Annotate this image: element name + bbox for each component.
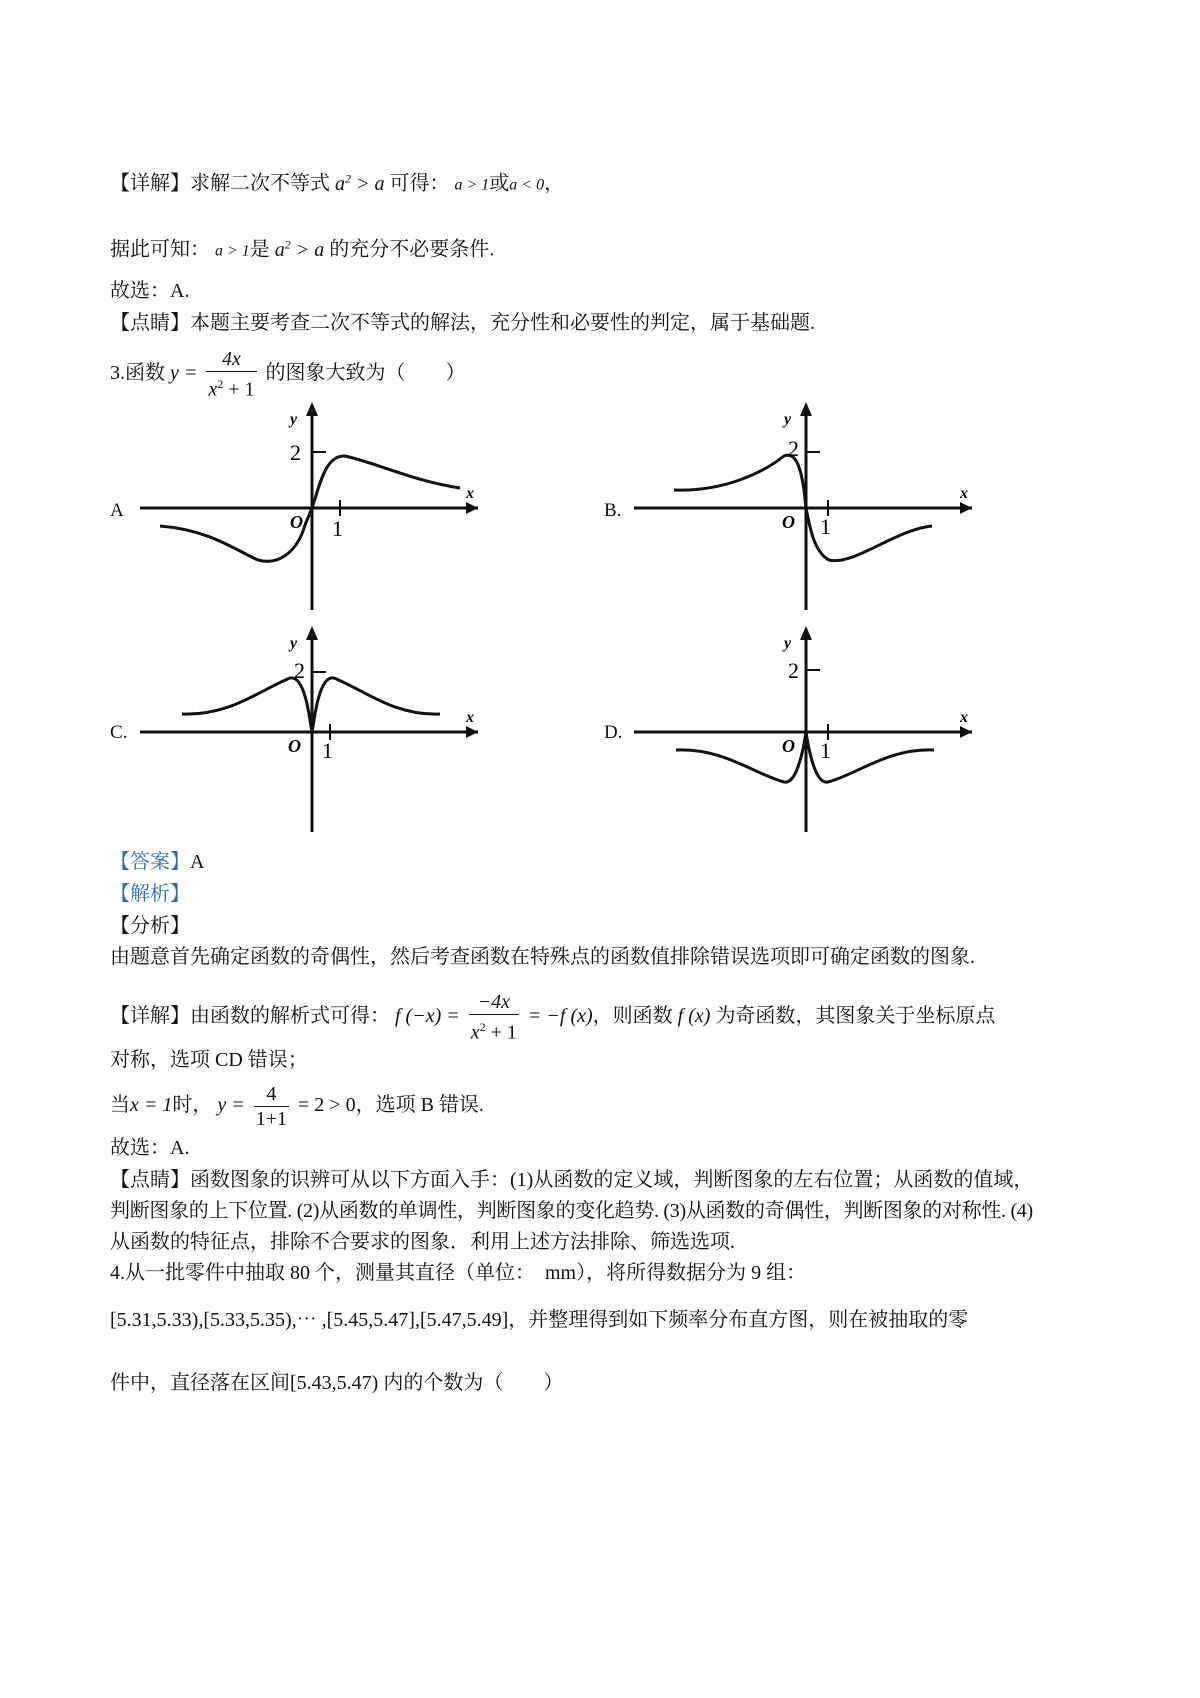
- q3-comment-2: 判断图象的上下位置. (2)从函数的单调性，判断图象的变化趋势. (3)从函数的奇偶性，判断图象的对称性. (4): [110, 1200, 1033, 1222]
- q3-detail-line: [110, 990, 995, 1045]
- odd-frac-den: $x^2 + 1$: [470, 1020, 517, 1044]
- x-tick-label: 1: [820, 738, 831, 763]
- x-axis-label: x: [466, 485, 474, 502]
- answer-value: A: [190, 851, 205, 873]
- q3-choice: 故选：A.: [110, 1137, 190, 1159]
- q3-suffix: 的图象大致为（ ）: [265, 361, 466, 384]
- y-rhs: = 2 > 0: [298, 1094, 356, 1117]
- x-axis-label: x: [466, 709, 474, 726]
- y-tick-label: 2: [294, 658, 305, 683]
- check-frac-num: 4: [254, 1082, 289, 1107]
- q4-line-3: [110, 1371, 563, 1395]
- q4-interval: [5.43,5.47): [290, 1372, 379, 1394]
- option-a-label: A: [110, 500, 124, 521]
- cond2: a < 0: [509, 176, 545, 194]
- y-arrow-icon: [800, 402, 812, 416]
- origin-label: O: [782, 736, 795, 756]
- y-tick-label: 2: [788, 658, 799, 683]
- check-frac-den: 1+1: [255, 1108, 288, 1130]
- ineq-expr: $a^2 > a$: [335, 171, 385, 195]
- x-tick-label: 1: [820, 514, 831, 539]
- option-b-label: B.: [604, 500, 622, 521]
- check-fraction: [254, 1082, 289, 1131]
- tail: ，: [544, 172, 565, 195]
- conclusion-tail: 的充分不必要条件.: [324, 238, 495, 261]
- x-axis-label: x: [960, 485, 968, 502]
- detail-text-2: 可得：: [384, 172, 450, 195]
- f-neg-x: f (−x) =: [395, 1004, 460, 1027]
- q4-line-3-text: 件中，直径落在区间: [110, 1372, 290, 1394]
- y-arrow-icon: [306, 402, 318, 416]
- conclusion-text: 据此可知：: [110, 238, 210, 261]
- q3-check-line: [110, 1082, 484, 1131]
- or-word: 或: [489, 172, 510, 195]
- conclusion-is: 是: [249, 238, 270, 261]
- q4-line-2: [110, 1308, 968, 1332]
- q4-line-2-rest: ，并整理得到如下频率分布直方图，则在被抽取的零: [508, 1309, 969, 1331]
- detail-tag: 【详解】: [110, 172, 190, 195]
- x-tick-label: 1: [332, 516, 343, 541]
- q4-line-3-tail: 内的个数为（ ）: [378, 1372, 564, 1394]
- graph-a: [140, 400, 480, 620]
- fenxi-text: 由题意首先确定函数的奇偶性，然后考查函数在特殊点的函数值排除错误选项即可确定函数的图象.: [110, 946, 975, 968]
- q3-comment-3: 从函数的特征点，排除不合要求的图象．利用上述方法排除、筛选选项.: [110, 1231, 735, 1253]
- q4-intervals: [5.31,5.33),[5.33,5.35),⋯ ,[5.45,5.47],[5.47,5.49]: [110, 1309, 509, 1331]
- detail-text: 求解二次不等式: [190, 172, 330, 195]
- detail-text-3: 为奇函数，其图象关于坐标原点: [715, 1004, 996, 1027]
- odd-frac-num: −4x: [469, 990, 519, 1015]
- when-text-3: ，选项 B 错误.: [355, 1094, 484, 1117]
- analysis-tag: 【解析】: [110, 883, 190, 905]
- y-tick-label: 2: [788, 436, 799, 461]
- y-axis-label: y: [290, 411, 298, 428]
- detail-text: 由函数的解析式可得：: [190, 1004, 390, 1027]
- q4-line-1: 4.从一批零件中抽取 80 个，测量其直径（单位： mm），将所得数据分为 9 组：: [110, 1262, 807, 1284]
- x-arrow-icon: [960, 502, 972, 514]
- eq-rhs: = −f (x): [527, 1004, 593, 1027]
- origin-label: O: [290, 512, 303, 532]
- answer-line: [110, 850, 204, 874]
- q3-detail-line-2: 对称，选项 CD 错误；: [110, 1049, 308, 1071]
- prev-choice: 故选：A.: [110, 280, 190, 302]
- x-eq: x = 1: [130, 1094, 173, 1117]
- graph-d: [634, 624, 974, 834]
- option-c-label: C.: [110, 722, 128, 743]
- x-arrow-icon: [466, 502, 478, 514]
- y-axis-label: y: [784, 411, 792, 428]
- prev-detail-line: [110, 166, 564, 198]
- q3-frac-num: 4x: [206, 347, 256, 372]
- y-arrow-icon: [306, 626, 318, 640]
- y-tick-label: 2: [290, 440, 301, 465]
- prev-conclusion-line: [110, 232, 494, 264]
- comment-tag: 【点睛】: [110, 312, 190, 334]
- x-tick-label: 1: [322, 738, 333, 763]
- y-eq: y =: [217, 1094, 245, 1117]
- y-axis-label: y: [290, 635, 298, 652]
- q3-fraction: [206, 347, 256, 402]
- x-arrow-icon: [466, 726, 478, 738]
- y-arrow-icon: [800, 626, 812, 640]
- answer-tag: 【答案】: [110, 851, 190, 873]
- comment-tag: 【点睛】: [110, 1169, 190, 1191]
- q3-stem: [110, 347, 466, 402]
- detail-tag: 【详解】: [110, 1004, 190, 1027]
- when-text: 当: [110, 1094, 130, 1117]
- q3-prefix: 3.函数: [110, 361, 170, 384]
- detail-text-2: ，则函数: [592, 1004, 673, 1027]
- odd-fraction: [469, 990, 519, 1045]
- comment-text-1: 函数图象的识辨可从以下方面入手：(1)从函数的定义域，判断图象的左右位置；从函数的值域，: [190, 1169, 1034, 1191]
- comment-text: 本题主要考查二次不等式的解法，充分性和必要性的判定，属于基础题.: [190, 312, 815, 334]
- conclusion-expr: $a^2 > a$: [274, 237, 325, 261]
- x-axis-label: x: [960, 709, 968, 726]
- conclusion-cond: a > 1: [215, 242, 250, 260]
- origin-label: O: [288, 736, 301, 756]
- option-d-label: D.: [604, 722, 623, 743]
- cond1: a > 1: [454, 176, 490, 194]
- fx: f (x): [677, 1004, 711, 1027]
- when-text-2: 时，: [172, 1094, 213, 1117]
- prev-comment: [110, 311, 815, 335]
- origin-label: O: [782, 512, 795, 532]
- q3-comment-1: [110, 1168, 1033, 1192]
- graph-b: [634, 400, 974, 620]
- graph-c: [140, 624, 480, 834]
- y-axis-label: y: [784, 635, 792, 652]
- q3-frac-den: $x^2 + 1$: [208, 377, 255, 401]
- fenxi-tag: 【分析】: [110, 915, 190, 937]
- x-arrow-icon: [960, 726, 972, 738]
- q3-y-eq: y =: [170, 361, 198, 384]
